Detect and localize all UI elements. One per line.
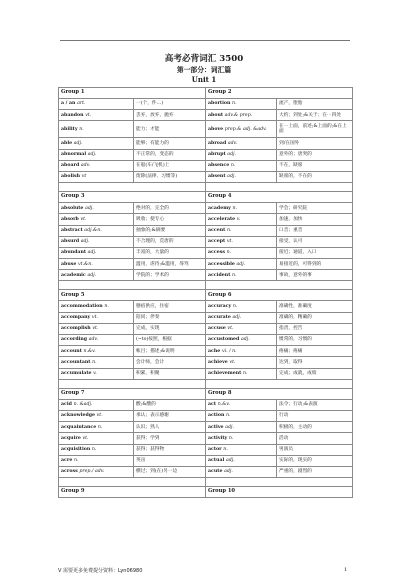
word: absent [208, 174, 226, 180]
part-of-speech: adj. [227, 152, 237, 157]
meaning-cell: 在⋯上面，前述;&上面的;&在上面 [277, 121, 353, 138]
word-cell [206, 399, 277, 410]
meaning-cell: 实际的，现实的 [277, 455, 353, 466]
word-cell [59, 410, 134, 421]
group-header-row [59, 192, 353, 203]
part-of-speech: n. [232, 101, 237, 107]
table-row [59, 410, 353, 421]
table-row [59, 138, 353, 149]
table-row [59, 225, 353, 236]
meaning-cell: 帐目；描述;&说明 [134, 346, 206, 357]
word-cell [206, 259, 277, 270]
part-of-speech: n. [91, 446, 97, 452]
meaning-cell: 不正常的，变态的 [134, 149, 206, 160]
part-of-speech: n. [79, 126, 84, 132]
part-of-speech: adj. [227, 174, 236, 180]
word-cell [59, 335, 134, 346]
meaning-cell: 流产，堕胎 [277, 99, 353, 110]
word-cell [59, 455, 134, 466]
word-cell [206, 247, 277, 258]
meaning-cell: 接受，认可 [277, 236, 353, 247]
part-of-speech: n. [230, 163, 236, 169]
word: abandon [61, 112, 84, 118]
table-row [59, 335, 353, 346]
meaning-cell: 承认；表示感谢 [134, 410, 206, 421]
part-of-speech: v. [93, 371, 97, 376]
group-title: Group 10 [206, 487, 353, 498]
word-cell [59, 301, 134, 312]
word-cell [206, 433, 277, 444]
word: achieve [208, 359, 228, 365]
group-title: Group 5 [59, 290, 206, 301]
table-row [59, 466, 353, 477]
word: acute [208, 469, 223, 475]
group-title: Group 8 [206, 388, 353, 399]
word-cell [206, 160, 277, 171]
word: accompany [61, 315, 91, 321]
word-cell [59, 368, 134, 379]
word: acquire [61, 435, 81, 441]
word: acquaintance [61, 424, 97, 430]
meaning-cell: 学院的；学术的 [134, 270, 206, 281]
part-of-speech: adj. [224, 469, 233, 475]
part-of-speech: vt. [82, 435, 89, 441]
word: ache [208, 348, 221, 354]
word-cell [59, 110, 134, 121]
part-of-speech: n. [232, 205, 238, 211]
word: acknowledge [61, 413, 96, 419]
part-of-speech: n. [223, 446, 228, 452]
group-header-row [59, 290, 353, 301]
word: act [208, 402, 217, 408]
word: accuse [208, 326, 226, 332]
meaning-cell: 接近；通道，入口 [277, 247, 353, 258]
vocabulary-table [58, 87, 353, 498]
word-cell [206, 466, 277, 477]
word-cell [59, 399, 134, 410]
document-subtitle: 第一部分：词汇篇 [176, 66, 232, 74]
word: acquisition [61, 446, 91, 452]
word: about [208, 112, 224, 118]
word: accustomed [208, 337, 240, 343]
word-cell [59, 203, 134, 214]
word: accept [208, 239, 226, 245]
part-of-speech: n. [242, 371, 248, 376]
meaning-cell: 积极的，主动的 [277, 422, 353, 433]
table-row [59, 399, 353, 410]
part-of-speech: prep.& adj. &adv. [224, 126, 267, 132]
table-row [59, 357, 353, 368]
part-of-speech: vt. [85, 112, 92, 118]
word-cell [206, 323, 277, 334]
meaning-cell: 准确的，精确的 [277, 312, 353, 323]
word: absence [208, 163, 230, 169]
word: acid [61, 402, 72, 408]
table-row [59, 323, 353, 334]
word: academy [208, 205, 231, 211]
meaning-cell: 疼痛；疼痛 [277, 346, 353, 357]
meaning-cell: 英亩 [134, 455, 206, 466]
word-cell [206, 121, 277, 138]
word-cell [206, 410, 277, 421]
meaning-cell: 意外的；唐突的 [277, 149, 353, 160]
word-cell [59, 160, 134, 171]
group-header-row [59, 88, 353, 99]
part-of-speech: n. [226, 227, 232, 233]
word: according [61, 337, 88, 343]
group-title: Group 4 [206, 192, 353, 203]
word-cell [206, 225, 277, 236]
word: access [208, 250, 226, 256]
meaning-cell: 完成，实现 [134, 323, 206, 334]
meaning-cell: 绝对的，完全的 [134, 203, 206, 214]
word: academic [61, 272, 86, 278]
word-cell [59, 99, 134, 110]
part-of-speech: adj. [87, 250, 97, 256]
word: abnormal [61, 152, 87, 157]
word-cell [206, 203, 277, 214]
table-row [59, 236, 353, 247]
part-of-speech: vt. [80, 216, 87, 222]
table-row [59, 433, 353, 444]
part-of-speech: prep./ adv. [79, 469, 105, 475]
part-of-speech: adj. [225, 458, 235, 464]
meaning-cell: 获得；学到 [134, 433, 206, 444]
meaning-cell: 法令；行动;&表演 [277, 399, 353, 410]
word-cell [59, 121, 134, 138]
meaning-cell: 男演员 [277, 444, 353, 455]
word-cell [59, 236, 134, 247]
word-cell [59, 323, 134, 334]
part-of-speech: vt. [226, 239, 233, 245]
word-cell [206, 138, 277, 149]
word-cell [59, 357, 134, 368]
meaning-cell: 丰富的，大量的 [134, 247, 206, 258]
word-cell [59, 214, 134, 225]
part-of-speech: adj. [225, 424, 234, 430]
word-cell [59, 225, 134, 236]
word: above [208, 126, 224, 132]
group-header-row [59, 388, 353, 399]
meaning-cell: 行动 [277, 410, 353, 421]
word: activity [208, 435, 228, 441]
meaning-cell: 能力；才能 [134, 121, 206, 138]
word: across [61, 469, 78, 475]
meaning-cell: 事故，意外的事 [277, 270, 353, 281]
part-of-speech: n. [104, 303, 109, 309]
footer-note: V 需要更多免费提分资料：Lyn06980 [58, 568, 143, 574]
part-of-speech: n. &adj. [73, 402, 93, 408]
table-row [59, 301, 353, 312]
word: absurd [61, 239, 80, 245]
part-of-speech: adv.& prep. [224, 112, 253, 118]
part-of-speech: n. [73, 458, 79, 464]
table-row [59, 171, 353, 182]
word: accommodation [61, 303, 103, 309]
group-title: Group 7 [59, 388, 206, 399]
part-of-speech: adj. [87, 152, 97, 157]
part-of-speech: vt. [91, 315, 98, 321]
meaning-cell: 获得；获得物 [134, 444, 206, 455]
word-cell [59, 247, 134, 258]
word-cell [206, 357, 277, 368]
word: absorb [61, 216, 79, 222]
part-of-speech: n. [232, 272, 237, 278]
meaning-cell: 一(个，件…) [134, 99, 206, 110]
part-of-speech: n.&v. [83, 348, 96, 354]
header-rule [60, 40, 350, 41]
part-of-speech: vt [81, 174, 87, 180]
word-cell [59, 444, 134, 455]
part-of-speech: adj.&n. [84, 227, 102, 233]
part-of-speech: vt. [227, 326, 234, 332]
page-number: 1 [344, 567, 348, 573]
part-of-speech: vt.&n. [78, 261, 93, 267]
table-row [59, 422, 353, 433]
word-cell [206, 444, 277, 455]
part-of-speech: adj. [80, 239, 90, 245]
word: achievement [208, 371, 242, 376]
table-row [59, 110, 353, 121]
group-spacer [59, 478, 353, 487]
word: accessible [208, 261, 235, 267]
meaning-cell: 易接近的，可得到的 [277, 259, 353, 270]
meaning-cell: 不在，缺席 [277, 160, 353, 171]
word: accumulate [61, 371, 92, 376]
meaning-cell: 学会；研究院 [277, 203, 353, 214]
word-cell [59, 171, 134, 182]
part-of-speech: vi. / n. [221, 348, 237, 354]
meaning-cell: 缺席的，不在的 [277, 171, 353, 182]
meaning-cell: 指责，控告 [277, 323, 353, 334]
table-row [59, 270, 353, 281]
word: abortion [208, 101, 231, 107]
meaning-cell: 丢弃，放弃，抛弃 [134, 110, 206, 121]
table-row [59, 444, 353, 455]
part-of-speech: vt. [96, 413, 103, 419]
word-cell [59, 149, 134, 160]
group-spacer [59, 183, 353, 192]
word: a / an [61, 101, 76, 107]
meaning-cell: 严重的，剧烈的 [277, 466, 353, 477]
part-of-speech: n. [226, 250, 232, 256]
group-title: Group 1 [59, 88, 206, 99]
word-cell [206, 368, 277, 379]
word-cell [59, 433, 134, 444]
word: abuse [61, 261, 77, 267]
word-cell [206, 99, 277, 110]
part-of-speech: adj. [232, 315, 242, 321]
word: abundant [61, 250, 87, 256]
word: accountant [61, 359, 91, 365]
meaning-cell: 准确性，准确度 [277, 301, 353, 312]
meaning-cell: (~to)按照，根据 [134, 335, 206, 346]
meaning-cell: 废除(法律、习惯等) [134, 171, 206, 182]
word: accident [208, 272, 231, 278]
part-of-speech: n. [92, 359, 97, 365]
word: able [61, 140, 73, 146]
word-cell [206, 312, 277, 323]
meaning-cell: 吸收；使专心 [134, 214, 206, 225]
word: active [208, 424, 224, 430]
word-cell [59, 259, 134, 270]
group-title: Group 9 [59, 487, 206, 498]
table-row [59, 149, 353, 160]
meaning-cell: 酸;&酸的 [134, 399, 206, 410]
word: accuracy [208, 303, 232, 309]
meaning-cell: 大约；到处;&关于；在⋯四处 [277, 110, 353, 121]
word-cell [59, 346, 134, 357]
part-of-speech: n.&v. [217, 402, 230, 408]
part-of-speech: art. [77, 101, 86, 107]
table-row [59, 259, 353, 270]
table-row [59, 203, 353, 214]
table-row [59, 99, 353, 110]
part-of-speech: adv. [80, 163, 91, 169]
table-row [59, 160, 353, 171]
word: accurate [208, 315, 231, 321]
word: abroad [208, 140, 227, 146]
word: actual [208, 458, 225, 464]
part-of-speech: adv. [88, 337, 99, 343]
part-of-speech: adj. [240, 337, 250, 343]
word-cell [59, 138, 134, 149]
meaning-cell: 到/在国外 [277, 138, 353, 149]
meaning-cell: 加速，加快 [277, 214, 353, 225]
meaning-cell: 完成；成就，成绩 [277, 368, 353, 379]
meaning-cell: 横过；到(在)另一边 [134, 466, 206, 477]
meaning-cell: 积累，积聚 [134, 368, 206, 379]
part-of-speech: vt. [229, 359, 236, 365]
word-cell [206, 149, 277, 160]
word: account [61, 348, 82, 354]
group-spacer [59, 379, 353, 388]
part-of-speech: adj. [87, 272, 97, 278]
part-of-speech: adj. [236, 261, 246, 267]
part-of-speech: n. [97, 424, 103, 430]
document-title: 高考必背词汇 3500 [164, 54, 244, 64]
word-cell [59, 312, 134, 323]
word: aboard [61, 163, 80, 169]
word: action [208, 413, 225, 419]
group-title: Group 3 [59, 192, 206, 203]
part-of-speech: vt. [92, 326, 99, 332]
word-cell [206, 301, 277, 312]
word: abstract [61, 227, 83, 233]
word-cell [59, 270, 134, 281]
word-cell [206, 346, 277, 357]
meaning-cell: 在船(车/飞机)上 [134, 160, 206, 171]
word: absolute [61, 205, 84, 211]
group-title: Group 2 [206, 88, 353, 99]
meaning-cell: 膳宿供应，住宿 [134, 301, 206, 312]
unit-heading: Unit 1 [191, 75, 217, 84]
word-cell [206, 335, 277, 346]
table-row [59, 455, 353, 466]
word: accomplish [61, 326, 91, 332]
meaning-cell: 不合理的，荒唐的 [134, 236, 206, 247]
meaning-cell: 滥用，虐待;&滥用，辱骂 [134, 259, 206, 270]
word: actor [208, 446, 222, 452]
word-cell [206, 455, 277, 466]
word: accelerate [208, 216, 236, 222]
word-cell [206, 270, 277, 281]
word: acre [61, 458, 73, 464]
meaning-cell: 达到，取得 [277, 357, 353, 368]
meaning-cell: 惯常的，习惯的 [277, 335, 353, 346]
part-of-speech: n. [226, 413, 231, 419]
table-row [59, 368, 353, 379]
meaning-cell: 活动 [277, 433, 353, 444]
part-of-speech: v. [236, 216, 241, 222]
group-header-row [59, 487, 353, 498]
meaning-cell: 抽象的;&摘要 [134, 225, 206, 236]
word-cell [206, 236, 277, 247]
word-cell [206, 171, 277, 182]
part-of-speech: adj. [85, 205, 94, 211]
table-row [59, 214, 353, 225]
table-row [59, 346, 353, 357]
table-row [59, 247, 353, 258]
word-cell [59, 422, 134, 433]
word: abolish [61, 174, 81, 180]
meaning-cell: 能够；有能力的 [134, 138, 206, 149]
meaning-cell: 陪同；伴奏 [134, 312, 206, 323]
meaning-cell: 认识；熟人 [134, 422, 206, 433]
group-spacer [59, 281, 353, 290]
table-row [59, 312, 353, 323]
meaning-cell: 口音；重音 [277, 225, 353, 236]
word: abrupt [208, 152, 226, 157]
word-cell [59, 466, 134, 477]
word-cell [206, 214, 277, 225]
meaning-cell: 会计师，会计 [134, 357, 206, 368]
word: ability [61, 126, 78, 132]
part-of-speech: adv. [227, 140, 238, 146]
word-cell [206, 422, 277, 433]
part-of-speech: n. [232, 303, 238, 309]
word: accent [208, 227, 226, 233]
table-row [59, 121, 353, 138]
word-cell [206, 110, 277, 121]
part-of-speech: n. [228, 435, 234, 441]
part-of-speech: adj. [73, 140, 83, 146]
group-title: Group 6 [206, 290, 353, 301]
